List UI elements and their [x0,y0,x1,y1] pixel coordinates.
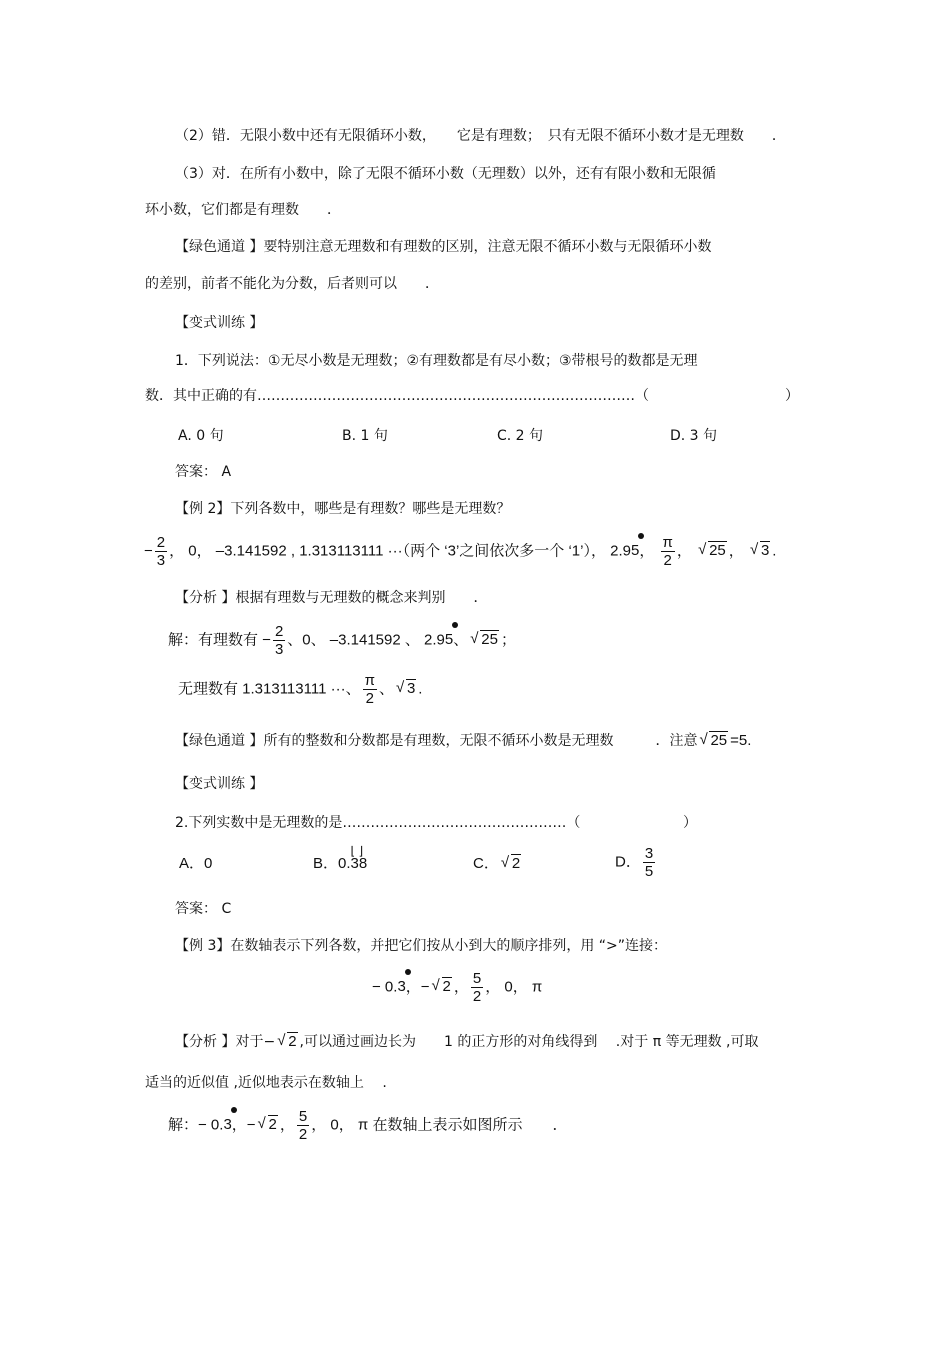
fraction-3-5 [643,845,655,880]
radicand: 3 [760,542,770,560]
neg-decimal: 解：− 0. [168,1116,224,1134]
period: . [772,542,777,560]
sqrt-25: √ 25 [470,630,498,649]
semicolon: ； [500,631,516,649]
radicand: 25 [481,631,498,649]
numerator: 5 [298,1108,308,1125]
green-channel-note-2 [175,732,751,750]
option-c-prefix: C． [473,855,499,872]
comma: ， [639,542,655,560]
comma: ， [453,978,469,996]
question-2-option-c [473,855,523,873]
rest-of-list: ， 0， π [485,978,543,996]
neg-decimal: − 0. [372,978,398,996]
question-1-close-paren: ） [785,388,799,404]
sqrt-2: √ 2 [500,854,521,872]
sqrt-25: √ 25 [698,541,726,560]
repeating-digit [223,1116,231,1134]
radicand: 2 [511,855,521,872]
repeating-digit [445,631,453,649]
separator: 、 [378,680,394,698]
comma: ， [676,542,692,560]
example-3-number-list [372,970,542,1005]
repeating-digit-value: 5 [444,631,454,649]
green-channel-note-1-line1: 【绿色通道 】要特别注意无理数和有理数的区别，注意无限不循环小数与无限循环小数 [175,239,712,255]
paragraph-2-error: （2）错．无限小数中还有无限循环小数， 它是有理数； 只有无限不循环小数才是无理数 ． [175,128,786,144]
sqrt-2: √ 2 [431,977,451,996]
radicand: 2 [442,978,451,996]
equals-five: =5. [730,732,752,749]
radicand: 2 [268,1116,277,1134]
question-1-option-a: A. 0 句 [178,428,224,444]
minus-sign: − [144,542,153,560]
answer-2: 答案： C [175,901,232,917]
question-1-option-d: D. 3 句 [670,428,718,444]
green-channel-text: 【绿色通道 】所有的整数和分数都是有理数，无限不循环小数是无理数 ．注意 [175,733,698,749]
numerator: π [662,534,673,551]
question-2-option-b [313,844,368,873]
denominator: 2 [298,1126,308,1143]
repeating-digit-value: 5 [630,542,640,560]
solution-3 [168,1108,567,1143]
repeating-digit [397,978,405,996]
analysis-3-line2: 适当的近似值 ,近似地表示在数轴上 . [145,1075,387,1091]
solution-text: ， 0， π 在数轴上表示如图所示 ． [311,1116,568,1134]
numerator: 5 [472,970,482,987]
option-b-prefix: B．0. [313,855,351,872]
green-channel-note-1-line2: 的差别，前者不能化为分数，后者则可以 ． [145,276,439,292]
paragraph-3-correct-line2: 环小数，它们都是有理数 ． [145,202,341,218]
comma: ， [279,1116,295,1134]
question-1-line2: 数．其中正确的有………………………………………………………………………（ [145,388,649,404]
solution-2-rational [168,623,516,658]
rational-list: 、0、 –3.141592 、 2.9 [287,631,445,649]
sqrt-2: √ 2 [277,1032,297,1050]
repeating-digit [631,542,639,560]
radicand: 25 [709,542,726,560]
denominator: 5 [644,863,654,880]
example-2-heading: 【例 2】下列各数中，哪些是有理数？哪些是无理数？ [175,501,511,517]
analysis-text: ,可以通过画边长为 1 的正方形的对角线得到 .对于 π 等无理数 ,可取 [299,1034,759,1050]
numerator: 2 [274,623,284,640]
solution-label: 解：有理数有 − [168,631,271,649]
repeating-decimal [350,844,368,873]
fraction-2-3 [273,623,285,658]
repeating-digit-value: 3 [397,978,406,996]
fraction-pi-2 [363,672,377,707]
question-1-line1: 1．下列说法：①无尽小数是无理数；②有理数都是有尽小数；③带根号的数都是无理 [175,353,698,369]
question-1-option-c: C. 2 句 [497,428,544,444]
period: . [418,680,423,698]
denominator: 2 [365,690,374,707]
paragraph-3-correct-line1: （3）对．在所有小数中，除了无限不循环小数（无理数）以外，还有有限小数和无限循 [175,166,716,182]
fraction-pi-2 [661,534,675,569]
question-2-option-a: A．0 [179,855,213,872]
question-2-close-paren: ） [683,815,697,831]
repeat-dot [405,969,411,975]
example-2-number-list [144,534,776,569]
question-2: 2.下列实数中是无理数的是…………………………………………（ [175,815,581,831]
fraction-5-2 [471,970,483,1005]
analysis-prefix: 【分析 】对于− [175,1034,276,1050]
repeating-digits: 38 [350,855,368,872]
fraction-2-3 [155,534,167,569]
radicand: 2 [288,1033,297,1050]
variant-training-heading-1: 【变式训练 】 [175,315,264,331]
fraction-5-2 [297,1108,309,1143]
denominator: 3 [274,641,284,658]
separator: ，− [405,978,430,996]
irrational-list: 无理数有 1.313113111 ···、 [178,680,361,698]
denominator: 2 [472,988,482,1005]
question-2-option-d [615,845,657,880]
sqrt-25: √ 25 [699,731,728,749]
separator: ，− [231,1116,256,1134]
sqrt-3: √ 3 [749,541,770,560]
sqrt-2: √ 2 [257,1115,277,1134]
option-d-prefix: D． [615,853,641,871]
repeat-dot [452,622,458,628]
numerator: 3 [644,845,654,862]
answer-1: 答案： A [175,464,232,480]
number-list-text: ， 0， –3.141592 , 1.313113111 ···（两个 ‘3’之间依次多一个 ‘1’）， 2.9 [169,542,631,560]
numerator: π [364,672,375,689]
repeat-dot [638,533,644,539]
solution-2-irrational [178,672,422,707]
sqrt-3: √ 3 [395,679,416,698]
question-1-option-b: B. 1 句 [342,428,388,444]
repeat-bracket: ⌊ ⌋ [350,844,364,858]
example-3-heading: 【例 3】在数轴表示下列各数，并把它们按从小到大的顺序排列，用 “>”连接： [175,938,668,954]
denominator: 3 [156,552,166,569]
numerator: 2 [156,534,166,551]
denominator: 2 [663,552,672,569]
analysis-3-line1 [175,1033,758,1051]
repeat-dot [231,1107,237,1113]
comma: ， [728,542,744,560]
analysis-2: 【分析 】根据有理数与无理数的概念来判别 ． [175,590,488,606]
separator: 、 [453,631,469,649]
radicand: 25 [710,732,728,749]
variant-training-heading-2: 【变式训练 】 [175,776,264,792]
repeating-digit-value: 3 [223,1116,232,1134]
radicand: 3 [406,680,416,698]
